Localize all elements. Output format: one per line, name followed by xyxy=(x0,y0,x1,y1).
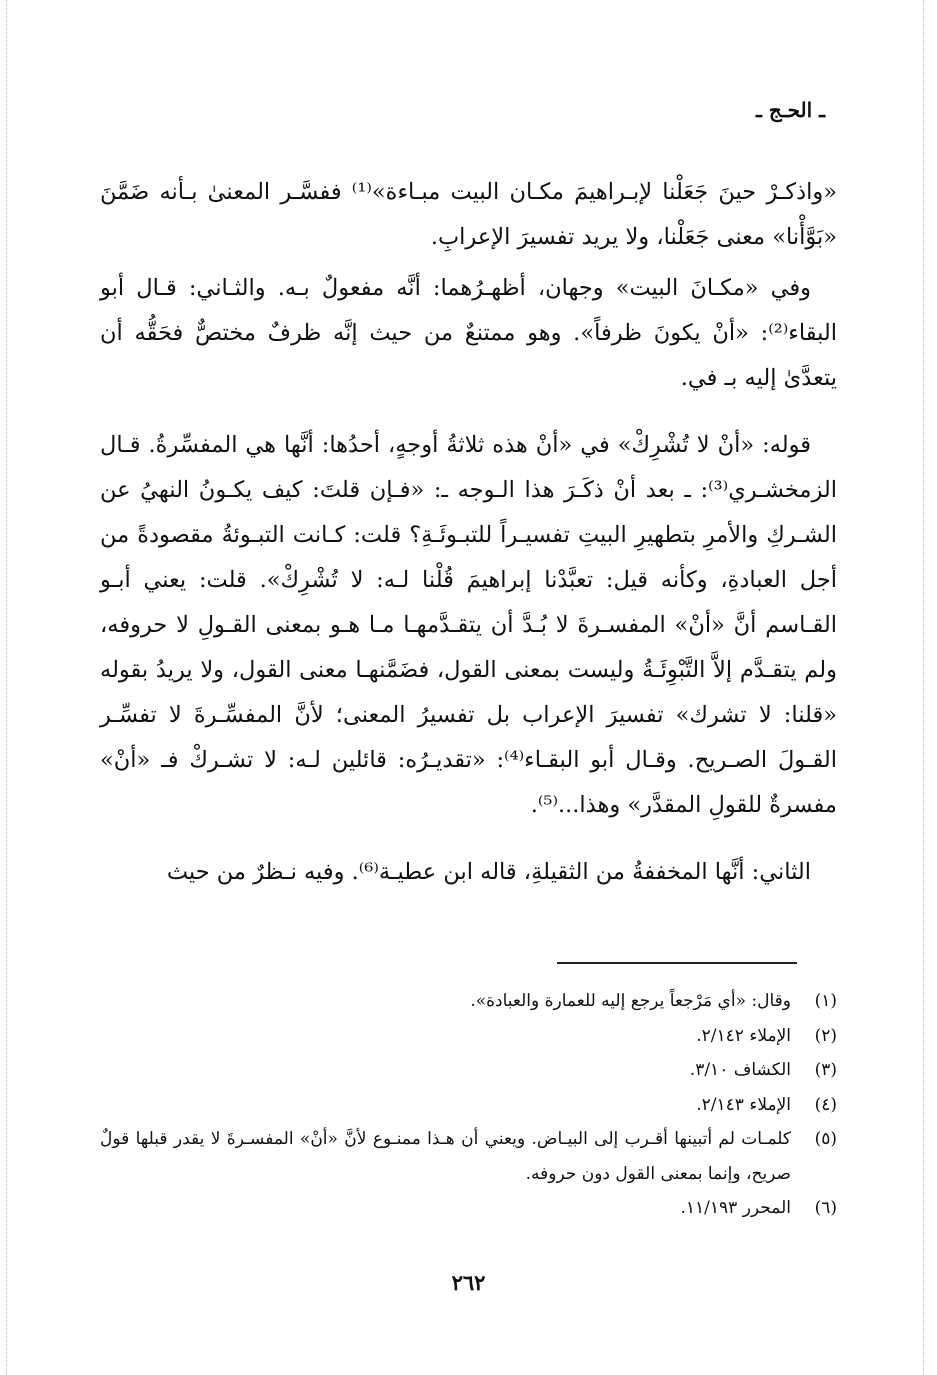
footnote-number: (٤) xyxy=(814,1094,837,1115)
footnote-number: (٣) xyxy=(814,1060,837,1080)
footnote-separator xyxy=(557,962,797,964)
footnote-text: كلمـات لم أتبينها أقـرب إلى البيـاض. ويعني أن هـذا ممنـوع لأنَّ «أنْ» المفسـرةَ لا يقدر قبلها قولٌ صريح، وإنما بمعنى القول دون حروفه. xyxy=(100,1129,791,1184)
footnote xyxy=(100,1191,837,1226)
footnote xyxy=(100,1088,837,1123)
running-header: ـ الحـج ـ xyxy=(756,98,825,122)
paragraph: «واذكـرْ حينَ جَعَلْنا لإبـراهيمَ مكـان البيت مبـاءة»⁽¹⁾ ففسَّـر المعنىٰ بـأنه ضَمَّنَ «بَوَّأْنا» معنى جَعَلْنا، ولا يريد تفسيرَ الإعرابِ. xyxy=(100,179,838,250)
footnote-number: (٢) xyxy=(814,1025,837,1046)
footnote xyxy=(100,984,837,1019)
footnote-number: (٥) xyxy=(814,1129,837,1149)
footnote-text: الإملاء ٢/١٤٣. xyxy=(696,1094,791,1115)
footnotes xyxy=(100,984,837,1226)
scan-edge-left xyxy=(6,0,7,1375)
footnote xyxy=(100,1019,837,1054)
footnote xyxy=(100,1053,837,1088)
footnote-text: المحرر ١١/١٩٣. xyxy=(680,1198,791,1218)
main-text xyxy=(100,170,837,895)
paragraph: قوله: «أنْ لا تُشْرِكْ» في «أنْ هذه ثلاثةُ أوجهٍ، أحدُها: أنَّها هي المفسِّرةُ. قـال الزمخشـري⁽³⁾: ـ بعد أنْ ذكَـرَ هذا الـوجه ـ: «فـإن قلتَ: كيف يكـونُ النهيُ عن الشـركِ والأمرِ بتطهيرِ البيتِ تفسيـراً للتبـوئَـةِ؟ قلت: كـانت التبـوئةُ مقصودةً من أجل العبادةِ، وكأنه قيل: تعبَّدْنا إبراهيمَ قُلْنا لـه: لا تُشْرِكْ». قلت: يعني أبـو القـاسم أنَّ «أنْ» المفسـرةَ لا بُـدَّ أن يتقـدَّمهـا مـا هـو بمعنى القـولِ لا حروفه، ولم يتقـدَّم إلاَّ التَّبْوِئَـةُ وليست بمعنى القول، فضَمَّنهـا معنى القول، ولا يريدُ بقوله «قلنا: لا تشرك» تفسيرَ الإعراب بل تفسيرُ المعنى؛ لأنَّ المفسِّـرةَ لا تفسِّـر القـولَ الصـريح. وقـال أبو البقـاء⁽⁴⁾: «تقديـرُه: قائلين لـه: لا تشـركْ فـ «أنْ» مفسرةٌ للقولِ المقدَّر» وهذا...⁽⁵⁾. xyxy=(100,432,838,818)
footnote-text: وقال: «أي مَرْجعاً يرجع إليه للعمارة والعبادة». xyxy=(470,991,791,1011)
footnote xyxy=(100,1122,837,1191)
footnote-number: (٦) xyxy=(814,1198,837,1218)
paragraph: وفي «مكـانَ البيت» وجهان، أظهـرُهما: أنَّه مفعولٌ بـه. والثـاني: قـال أبو البقاء⁽²⁾: «أنْ يكونَ ظرفاً». وهو ممتنعٌ من حيث إنَّه ظرفٌ مختصٌّ فحَقُّه أن يتعدَّىٰ إليه بـ في. xyxy=(100,275,837,391)
scan-edge-right xyxy=(923,0,924,1375)
footnote-number: (١) xyxy=(814,991,837,1011)
footnote-text: الإملاء ٢/١٤٢. xyxy=(696,1025,791,1046)
paragraph: الثاني: أنَّها المخففةُ من الثقيلةِ، قاله ابن عطيـة⁽⁶⁾. وفيه نـظرٌ من حيث xyxy=(166,859,811,885)
page-number: ٢٦٢ xyxy=(451,1270,486,1295)
footnote-text: الكشاف ٣/١٠. xyxy=(689,1060,791,1080)
